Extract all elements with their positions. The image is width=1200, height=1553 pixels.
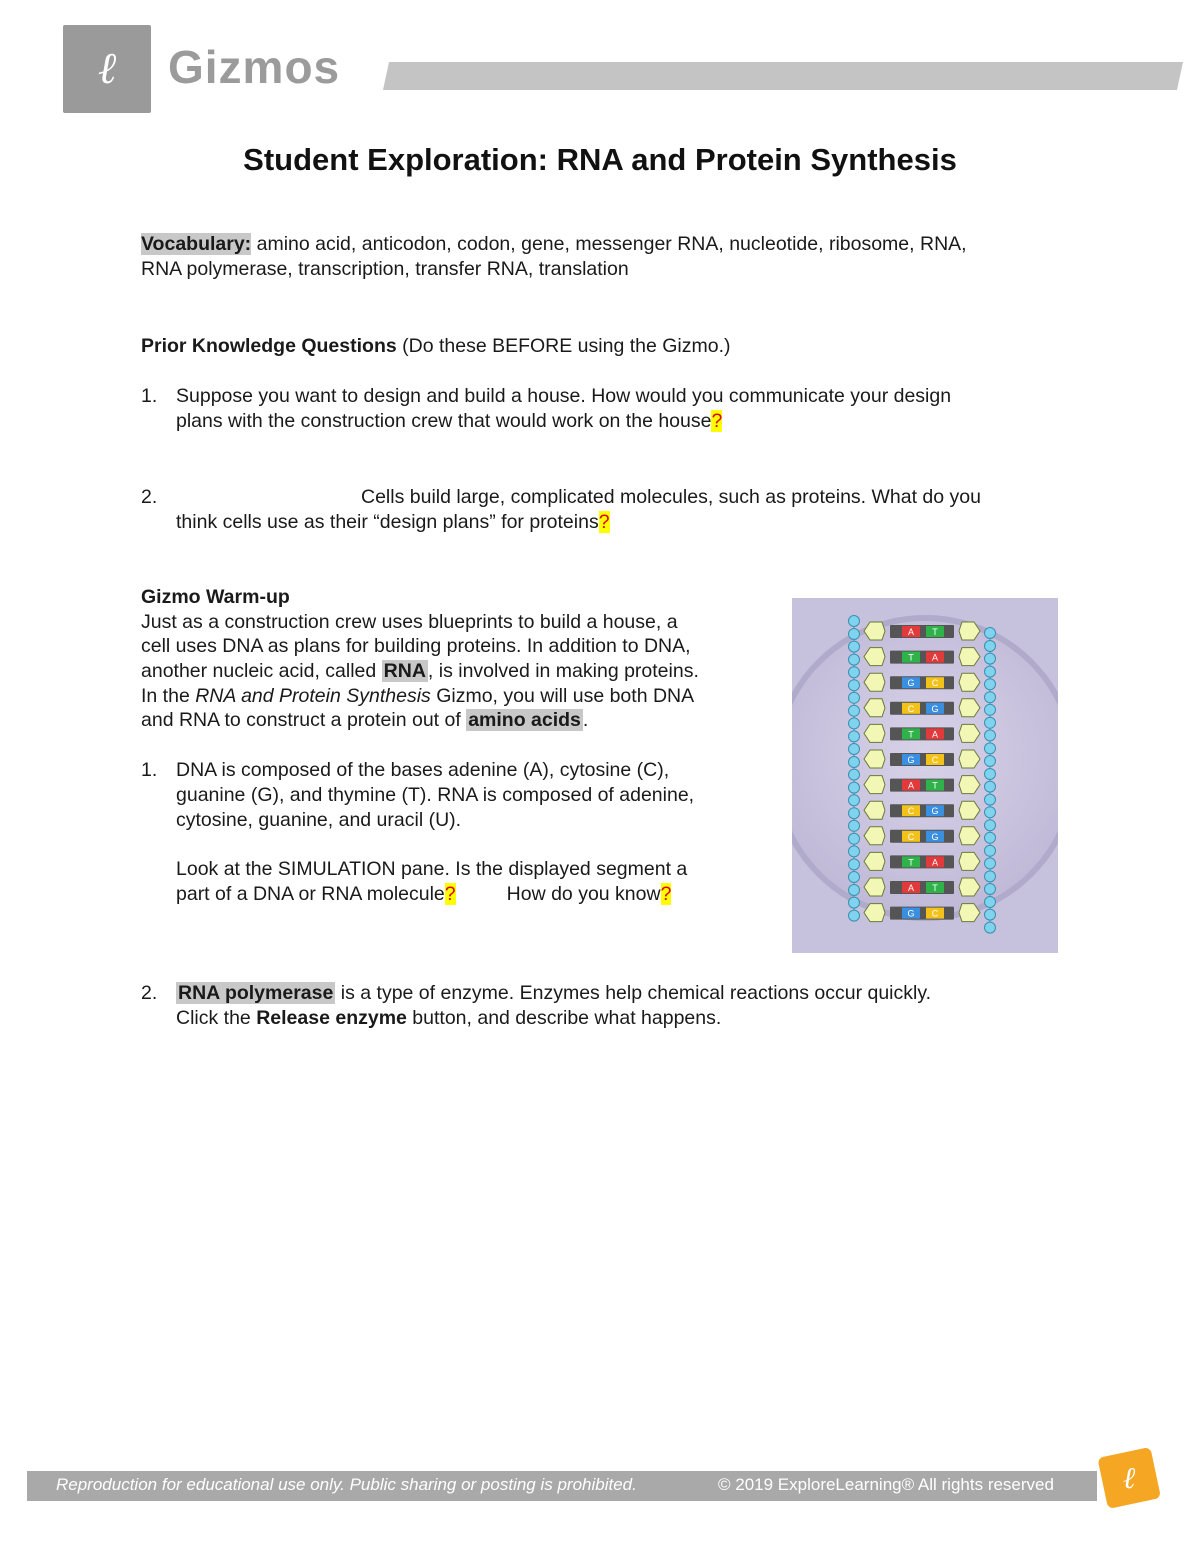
prior-q2-line-2 xyxy=(176,510,610,535)
phosphate xyxy=(985,858,996,869)
phosphate xyxy=(985,897,996,908)
vocabulary-line-1 xyxy=(141,232,967,257)
phosphate xyxy=(849,897,860,908)
phosphate xyxy=(985,679,996,690)
warmup-line-2: cell uses DNA as plans for building proteins. In addition to DNA, xyxy=(141,635,691,657)
base-label: C xyxy=(931,908,939,919)
base-pair-rung xyxy=(890,625,954,638)
base-label: A xyxy=(907,627,915,637)
prior-q1-number: 1. xyxy=(141,385,158,407)
phosphate xyxy=(849,680,860,691)
warmup-heading: Gizmo Warm-up xyxy=(141,586,290,608)
base-label: C xyxy=(931,678,939,689)
warmup-q2-line-2: Click the Release enzyme button, and describe what happens. xyxy=(176,1007,722,1029)
base-pair-rung xyxy=(890,727,954,740)
phosphate xyxy=(849,718,860,729)
phosphate xyxy=(985,794,996,805)
base-label: A xyxy=(931,729,939,740)
phosphate xyxy=(849,616,860,627)
phosphate xyxy=(985,653,996,664)
phosphate xyxy=(849,705,860,716)
base-label: T xyxy=(932,627,938,637)
vocabulary-label: Vocabulary: xyxy=(141,233,252,255)
base-label: G xyxy=(907,678,915,689)
phosphate xyxy=(849,744,860,755)
phosphate xyxy=(849,833,860,844)
phosphate xyxy=(985,884,996,895)
phosphate xyxy=(849,654,860,665)
phosphate xyxy=(849,641,860,652)
phosphate xyxy=(985,909,996,920)
phosphate xyxy=(985,692,996,703)
base-label: T xyxy=(932,780,938,791)
rna-polymerase-term: RNA polymerase xyxy=(178,982,334,1004)
answer-marker[interactable]: ? xyxy=(711,410,723,432)
phosphate xyxy=(985,871,996,882)
phosphate xyxy=(985,704,996,715)
base-label: C xyxy=(907,831,915,842)
base-pair-rung xyxy=(890,779,954,792)
phosphate xyxy=(985,730,996,741)
phosphate xyxy=(849,872,860,883)
warmup-line-1: Just as a construction crew uses blueprints to build a house, a xyxy=(141,611,678,633)
footer-logo-glyph: ℓ xyxy=(1122,1461,1136,1496)
warmup-q1-number: 1. xyxy=(141,759,158,781)
phosphate xyxy=(849,692,860,703)
footer-notice: Reproduction for educational use only. Public sharing or posting is prohibited. xyxy=(56,1475,637,1494)
phosphate xyxy=(985,666,996,677)
phosphate xyxy=(849,629,860,640)
phosphate xyxy=(849,820,860,831)
prior-knowledge-heading xyxy=(141,334,731,359)
simulation-pane xyxy=(792,598,1058,953)
base-label: G xyxy=(907,755,915,765)
warmup-q1-line-2: guanine (G), and thymine (T). RNA is composed of adenine, xyxy=(176,784,695,806)
base-pair-rung xyxy=(890,676,954,689)
amino-acids-term: amino acids xyxy=(468,709,581,731)
explorelearning-footer-logo xyxy=(1098,1446,1160,1508)
base-label: A xyxy=(907,780,915,791)
base-label: G xyxy=(931,703,939,714)
warmup-q1-line-4: Look at the SIMULATION pane. Is the displayed segment a xyxy=(176,858,688,880)
phosphate xyxy=(849,795,860,806)
warmup-q1-line-5: part of a DNA or RNA molecule? How do you know? xyxy=(176,883,672,905)
phosphate xyxy=(849,769,860,780)
vocabulary-line-2: RNA polymerase, transcription, transfer RNA, translation xyxy=(141,258,629,280)
base-label: G xyxy=(931,806,939,817)
phosphate xyxy=(985,832,996,843)
phosphate xyxy=(985,717,996,728)
warmup-q2-number: 2. xyxy=(141,982,158,1004)
phosphate xyxy=(849,782,860,793)
prior-q2-text: think cells use as their “design plans” for proteins xyxy=(176,511,599,533)
explorelearning-logo: ℓ xyxy=(63,25,151,113)
base-pair-rung xyxy=(890,804,954,817)
release-enzyme-label: Release enzyme xyxy=(256,1007,407,1029)
warmup-line-4: In the RNA and Protein Synthesis Gizmo, you will use both DNA xyxy=(141,685,695,707)
phosphate xyxy=(985,845,996,856)
phosphate xyxy=(849,757,860,768)
phosphate xyxy=(849,808,860,819)
prior-q1-line-1: Suppose you want to design and build a house. How would you communicate your design xyxy=(176,385,952,407)
base-pair-rung xyxy=(890,907,954,920)
base-pair-rung xyxy=(890,753,954,766)
vocabulary-terms: amino acid, anticodon, codon, gene, messenger RNA, nucleotide, ribosome, RNA, xyxy=(251,233,967,255)
prior-q2-number: 2. xyxy=(141,486,158,508)
phosphate xyxy=(849,731,860,742)
phosphate xyxy=(985,756,996,767)
base-label: T xyxy=(908,652,914,663)
base-label: C xyxy=(907,806,915,817)
gizmos-brand: Gizmos xyxy=(168,41,341,93)
phosphate xyxy=(985,628,996,639)
prior-q2-line-1: Cells build large, complicated molecules, such as proteins. What do you xyxy=(361,486,981,508)
phosphate xyxy=(849,846,860,857)
answer-marker[interactable]: ? xyxy=(660,883,672,905)
rna-term: RNA xyxy=(383,660,426,682)
phosphate xyxy=(849,910,860,921)
base-label: T xyxy=(908,857,914,868)
base-pair-rung xyxy=(890,881,954,894)
phosphate xyxy=(985,820,996,831)
gizmo-name: RNA and Protein Synthesis xyxy=(195,685,431,707)
header-bar xyxy=(383,62,1183,90)
base-pair-rung xyxy=(890,830,954,843)
base-pair-rung xyxy=(890,855,954,868)
base-label: T xyxy=(932,883,938,893)
prior-knowledge-note: (Do these BEFORE using the Gizmo.) xyxy=(396,335,731,357)
warmup-line-5: and RNA to construct a protein out of amino acids . xyxy=(141,709,589,731)
base-label: A xyxy=(931,652,939,663)
warmup-q1-line-3: cytosine, guanine, and uracil (U). xyxy=(176,809,462,831)
base-label: T xyxy=(908,729,914,740)
base-pair-rung xyxy=(890,702,954,715)
base-label: A xyxy=(907,883,915,893)
warmup-line-3: another nucleic acid, called RNA , is involved in making proteins. xyxy=(141,660,699,682)
base-label: A xyxy=(931,857,939,868)
phosphate xyxy=(985,781,996,792)
base-label: G xyxy=(931,831,939,842)
base-pair-rung xyxy=(890,651,954,664)
phosphate xyxy=(985,769,996,780)
phosphate xyxy=(985,922,996,933)
warmup-q1-line-1: DNA is composed of the bases adenine (A), cytosine (C), xyxy=(176,759,670,781)
page-title: Student Exploration: RNA and Protein Synthesis xyxy=(243,142,957,177)
warmup-q2-line-1: RNA polymerase is a type of enzyme. Enzymes help chemical reactions occur quickly. xyxy=(178,982,932,1004)
base-label: C xyxy=(907,703,915,714)
phosphate xyxy=(985,641,996,652)
prior-q1-line-2 xyxy=(176,409,722,434)
phosphate xyxy=(985,807,996,818)
base-label: C xyxy=(931,755,939,765)
phosphate xyxy=(849,885,860,896)
prior-knowledge-title: Prior Knowledge Questions xyxy=(141,335,397,357)
base-label: G xyxy=(907,908,915,919)
footer-copyright: © 2019 ExploreLearning® All rights reserved xyxy=(718,1475,1054,1494)
prior-q1-text: plans with the construction crew that would work on the house xyxy=(176,410,712,432)
phosphate xyxy=(849,859,860,870)
answer-marker[interactable]: ? xyxy=(598,511,610,533)
phosphate xyxy=(985,743,996,754)
phosphate xyxy=(849,667,860,678)
answer-marker[interactable]: ? xyxy=(444,883,456,905)
